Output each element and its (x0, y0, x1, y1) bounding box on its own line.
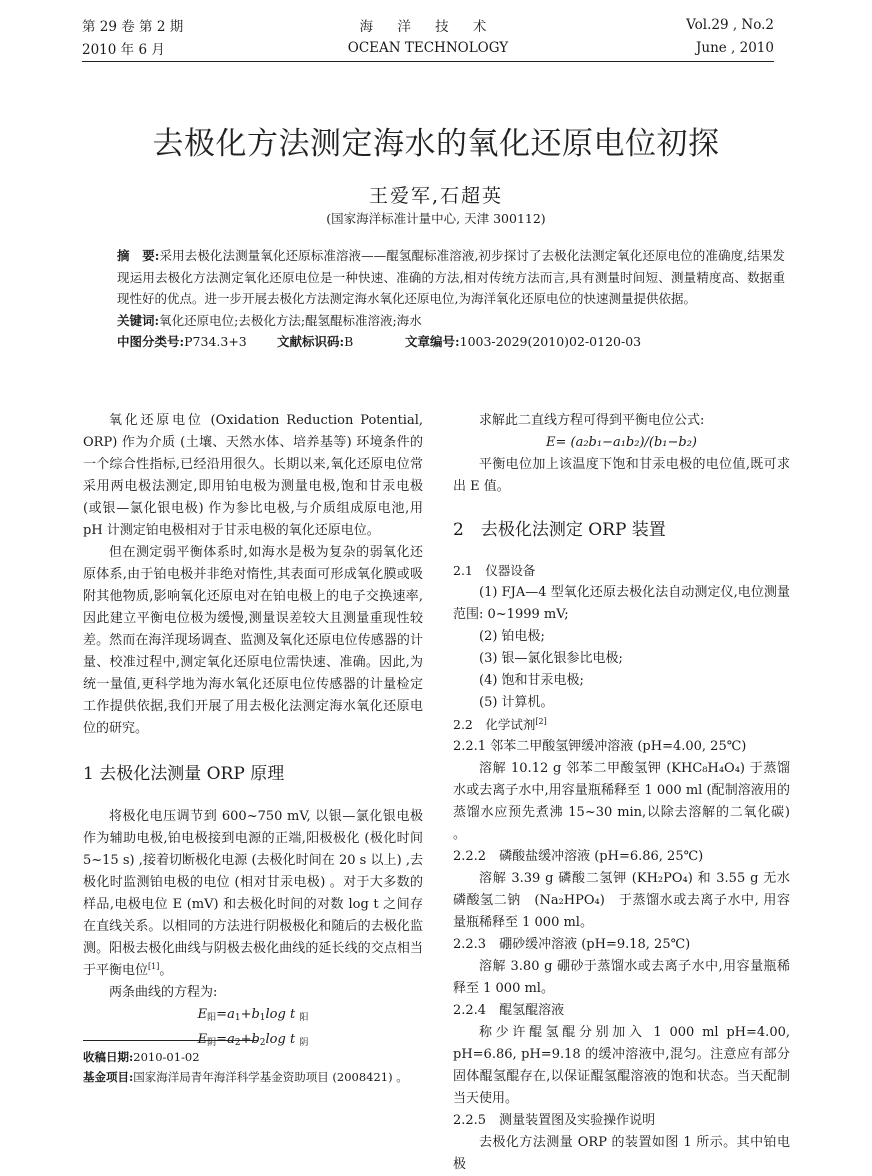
eq-term: log t (265, 1007, 296, 1022)
section-2-1-heading: 2.1 仪器设备 (453, 563, 536, 578)
section-1-text: 将极化电压调节到 600~750 mV, 以银—氯化银电极作为辅助电极,铂电极接到电源的正端,阳极极化 (极化时间 5~15 s) ,接着切断极化电源 (去极化时间在 20 s 以上) ,去极化时监测铂电极的电位 (相对甘汞电极) 。对于大多数的样品,电极电位 E (mV) 和去极化时间的对数 log t 之间存在直线关系。以相同的方法进行阴极极化和随后的去极化监测。阳极去极化曲线与阴极去极化曲线的延长线的交点相当于平衡电位 (83, 809, 423, 978)
eq-sub: 阳 (299, 1013, 309, 1023)
journal-name-cn: 海 洋 技 术 (359, 19, 497, 35)
equation-anodic (83, 1004, 423, 1029)
article-no: 1003-2029(2010)02-0120-03 (459, 334, 642, 349)
keywords-text: 氧化还原电位;去极化方法;醌氢醌标准溶液;海水 (159, 312, 422, 328)
section-2-2-2-text: 溶解 3.39 g 磷酸二氢钾 (KH₂PO₄) 和 3.55 g 无水磷酸氢二钠 (Na₂HPO₄) 于蒸馏水或去离子水中, 用容量瓶稀释至 1 000 ml。 (453, 871, 790, 930)
keywords (117, 310, 785, 332)
volume-issue-cn: 第 29 卷 第 2 期 (82, 19, 184, 35)
section-2-2-1-heading: 2.2.1 邻苯二甲酸氢钾缓冲溶液 (pH=4.00, 25℃) (453, 739, 747, 754)
doc-code: B (344, 334, 354, 349)
left-column (83, 410, 423, 1054)
citation-2[interactable]: [2] (535, 717, 547, 726)
equipment-item-2: (2) 铂电极; (479, 629, 545, 644)
paper-authors: 王爱军,石超英 (368, 185, 504, 207)
received-label: 收稿日期: (83, 1050, 134, 1064)
equation-equilibrium: E= (a₂b₁−a₁b₂)/(b₁−b₂) (545, 435, 698, 450)
section-2-2-5-heading: 2.2.5 测量装置图及实验操作说明 (453, 1113, 656, 1128)
eq-term: +b (240, 1007, 260, 1022)
eq-lhs: E (197, 1032, 208, 1047)
section-2-2-2-heading: 2.2.2 磷酸盐缓冲溶液 (pH=6.86, 25℃) (453, 849, 704, 864)
section-2-2-4-text: 称少许醌氢醌分别加入 1 000 ml pH=4.00, pH=6.86, pH=9.18 的缓冲溶液中,混匀。注意应有部分固体醌氢醌存在,以保证醌氢醌溶液的饱和状态。当天配制当天使用。 (453, 1025, 790, 1106)
right-paragraph-2: 平衡电位加上该温度下饱和甘汞电极的电位值,既可求出 E 值。 (453, 457, 790, 494)
date-cn: 2010 年 6 月 (82, 42, 165, 58)
footnotes (83, 1047, 408, 1087)
eq-term: =a (216, 1007, 235, 1022)
sentence-end: 。 (159, 963, 173, 978)
eq-term: +b (240, 1032, 260, 1047)
section-2-2-heading (453, 714, 790, 736)
abstract-label: 摘 要: (117, 248, 160, 263)
header-divider (82, 61, 774, 62)
intro-paragraph-1: 氧化还原电位 (Oxidation Reduction Potential, ORP) 作为介质 (土壤、天然水体、培养基等) 环境条件的一个综合性指标,已经沿用很久。长期以来,氧化还原电位常采用两电极法测定,即用铂电极为测量电极,饱和甘汞电极 (或银—氯化银电极) 作为参比电极,与介质组成原电池,用 pH 计测定铂电极相对于甘汞电极的氧化还原电位。 (83, 413, 423, 538)
section-1-heading: 1 去极化法测量 ORP 原理 (83, 764, 285, 784)
right-column (453, 410, 790, 1176)
equipment-item-1: (1) FJA—4 型氧化还原去极化法自动测定仪,电位测量范围: 0~1999 mV; (453, 585, 790, 622)
citation-1[interactable]: [1] (148, 962, 160, 971)
running-header-bottom (82, 38, 774, 58)
doc-code-label: 文献标识码: (277, 334, 345, 349)
eq-sub: 阴 (299, 1038, 309, 1048)
journal-name-en: OCEAN TECHNOLOGY (347, 40, 509, 56)
article-no-label: 文章编号: (405, 334, 460, 349)
abstract-block (117, 245, 785, 353)
equipment-item-5: (5) 计算机。 (479, 695, 554, 710)
section-2-2-3-heading: 2.2.3 硼砂缓冲溶液 (pH=9.18, 25℃) (453, 937, 691, 952)
section-2-2-3-text: 溶解 3.80 g 硼砂于蒸馏水或去离子水中,用容量瓶稀释至 1 000 ml。 (453, 959, 790, 996)
classification-row (117, 331, 785, 353)
eq-sub: 阴 (207, 1038, 217, 1048)
eq-sub: 1 (234, 1013, 241, 1023)
received-date (83, 1047, 408, 1067)
paper-affiliation: (国家海洋标准计量中心, 天津 300112) (326, 211, 546, 226)
eq-term: =a (216, 1032, 235, 1047)
keywords-label: 关键词: (117, 312, 160, 328)
abstract (117, 245, 785, 310)
running-header-top (82, 15, 774, 35)
volume-issue-en: Vol.29 , No.2 (686, 17, 774, 33)
section-2-heading: 2 去极化法测定 ORP 装置 (453, 520, 666, 540)
section-2-2-1-text: 溶解 10.12 g 邻苯二甲酸氢钾 (KHC₈H₄O₄) 于蒸馏水或去离子水中,用容量瓶稀释至 1 000 ml (配制溶液用的蒸馏水应预先煮沸 15~30 min,以除去溶解的二氧化碳) 。 (453, 761, 790, 842)
eq-sub: 2 (259, 1038, 266, 1048)
paper-title: 去极化方法测定海水的氧化还原电位初探 (152, 126, 720, 162)
equipment-item-3: (3) 银—氯化银参比电极; (479, 651, 623, 666)
clc-label: 中图分类号: (117, 334, 185, 349)
section-2-2-5-text: 去极化方法测量 ORP 的装置如图 1 所示。其中铂电极 (453, 1135, 790, 1172)
footnote-divider (83, 1040, 258, 1041)
date-en: June , 2010 (695, 40, 774, 56)
abstract-text: 采用去极化法测量氧化还原标准溶液——醌氢醌标准溶液,初步探讨了去极化法测定氧化还原电位的准确度,结果发现运用去极化方法测定氧化还原电位是一种快速、准确的方法,相对传统方法而言,具有测量时间短、测量精度高、数据重现性好的优点。进一步开展去极化方法测定海水氧化还原电位,为海洋氧化还原电位的快速测量提供依据。 (117, 248, 785, 306)
section-1-paragraph-1 (83, 806, 423, 982)
fund-info (83, 1067, 408, 1087)
section-1-paragraph-2: 两条曲线的方程为: (109, 985, 218, 1000)
section-2-2-title: 2.2 化学试剂 (453, 717, 536, 732)
eq-sub: 阳 (207, 1013, 217, 1023)
clc-code: P734.3+3 (184, 334, 247, 349)
received-value: 2010-01-02 (133, 1050, 200, 1064)
intro-paragraph-2: 但在测定弱平衡体系时,如海水是极为复杂的弱氧化还原体系,由于铂电极并非绝对惰性,其表面可形成氧化膜或吸附其他物质,影响氧化还原电对在铂电极上的电子交换速率,因此建立平衡电位极为缓慢,测量误差较大且测量重现性较差。然而在海洋现场调查、监测及氧化还原电位传感器的计量、校准过程中,测定氧化还原电位需快速、准确。因此,为统一量值,更科学地为海水氧化还原电位传感器的计量检定工作提供依据,我们开展了用去极化法测定海水氧化还原电位的研究。 (83, 545, 423, 736)
equipment-item-4: (4) 饱和甘汞电极; (479, 673, 584, 688)
fund-label: 基金项目: (83, 1070, 134, 1084)
section-2-2-4-heading: 2.2.4 醌氢醌溶液 (453, 1003, 565, 1018)
eq-term: log t (265, 1032, 296, 1047)
eq-sub: 2 (234, 1038, 241, 1048)
right-paragraph-1: 求解此二直线方程可得到平衡电位公式: (479, 413, 705, 428)
eq-sub: 1 (259, 1013, 266, 1023)
eq-lhs: E (197, 1007, 208, 1022)
fund-value: 国家海洋局青年海洋科学基金资助项目 (2008421) 。 (133, 1070, 408, 1084)
